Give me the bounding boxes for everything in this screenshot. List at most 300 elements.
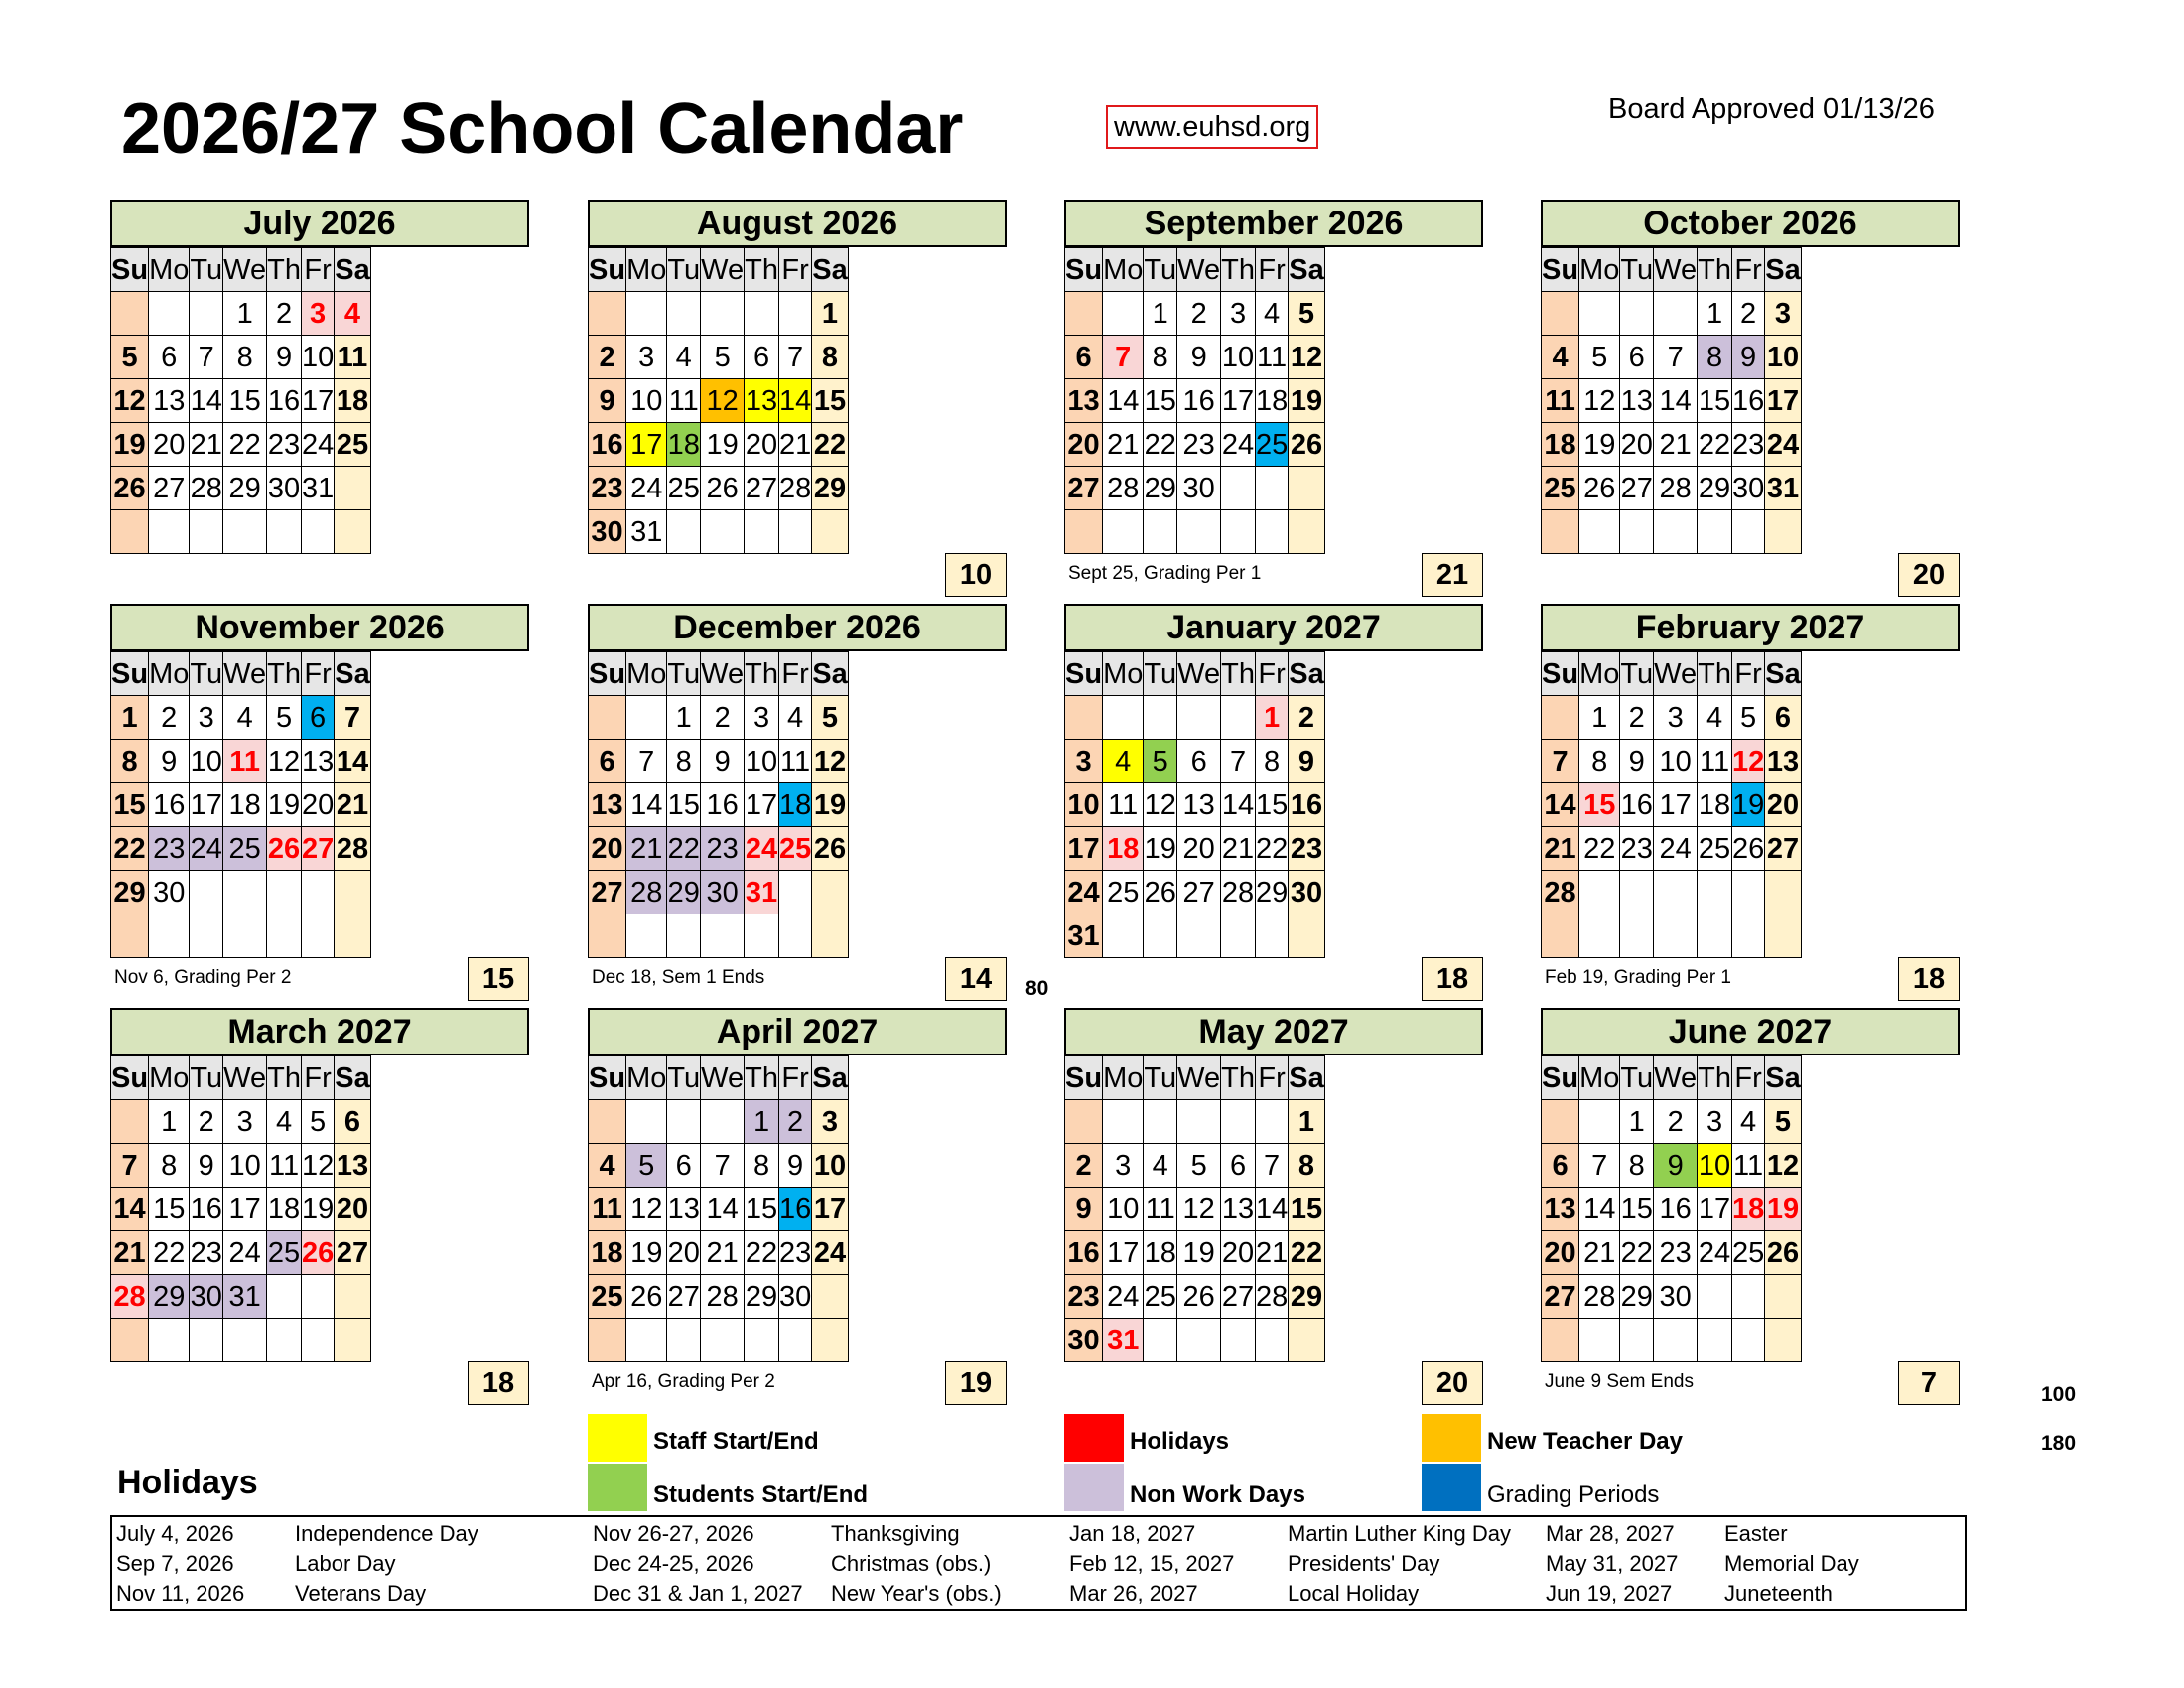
day-cell: 16 <box>1177 379 1221 423</box>
day-cell: 2 <box>1731 292 1764 336</box>
day-cell: 13 <box>335 1144 370 1188</box>
day-cell: 4 <box>335 292 370 336</box>
day-cell: 25 <box>1144 1275 1177 1319</box>
day-cell: 18 <box>1144 1231 1177 1275</box>
day-cell: 24 <box>223 1231 267 1275</box>
day-cell: 16 <box>589 423 626 467</box>
day-cell: 7 <box>190 336 223 379</box>
empty-cell <box>1144 1319 1177 1362</box>
legend-swatch-newteacher <box>1422 1414 1481 1462</box>
day-cell: 9 <box>778 1144 811 1188</box>
day-cell: 9 <box>1065 1188 1103 1231</box>
empty-cell <box>589 1100 626 1144</box>
empty-cell <box>1765 1319 1801 1362</box>
day-cell: 24 <box>1103 1275 1144 1319</box>
empty-cell <box>667 914 701 958</box>
empty-cell <box>667 510 701 554</box>
day-cell: 28 <box>1255 1275 1288 1319</box>
weekday-header: Fr <box>1731 248 1764 292</box>
day-cell: 31 <box>301 467 334 510</box>
empty-cell <box>1289 467 1324 510</box>
empty-cell <box>1765 871 1801 914</box>
day-cell: 11 <box>589 1188 626 1231</box>
day-cell: 26 <box>1144 871 1177 914</box>
empty-cell <box>1177 510 1221 554</box>
day-cell: 29 <box>223 467 267 510</box>
day-cell: 20 <box>149 423 190 467</box>
day-cell: 7 <box>778 336 811 379</box>
empty-cell <box>667 1319 701 1362</box>
empty-cell <box>149 1319 190 1362</box>
empty-cell <box>1698 914 1732 958</box>
day-cell: 29 <box>745 1275 779 1319</box>
weekday-header: Su <box>1542 652 1579 696</box>
holiday-name: Memorial Day <box>1724 1551 1859 1576</box>
day-cell: 20 <box>1221 1231 1256 1275</box>
day-cell: 28 <box>111 1275 149 1319</box>
day-cell: 18 <box>1698 783 1732 827</box>
day-cell: 5 <box>1289 292 1324 336</box>
day-cell: 6 <box>1542 1144 1579 1188</box>
day-cell: 8 <box>1579 740 1620 783</box>
month-footer <box>1064 553 1483 597</box>
day-cell: 19 <box>1731 783 1764 827</box>
weekday-header: Sa <box>1289 652 1324 696</box>
empty-cell <box>1731 1319 1764 1362</box>
weekday-header: Tu <box>667 248 701 292</box>
day-cell: 30 <box>778 1275 811 1319</box>
empty-cell <box>301 914 334 958</box>
day-cell: 19 <box>267 783 302 827</box>
month-note: Feb 19, Grading Per 1 <box>1545 967 1731 988</box>
empty-cell <box>1289 510 1324 554</box>
day-cell: 23 <box>149 827 190 871</box>
legend-label-holidays: Holidays <box>1130 1428 1230 1455</box>
holidays-heading: Holidays <box>117 1464 258 1501</box>
empty-cell <box>1620 1319 1654 1362</box>
day-cell: 10 <box>301 336 334 379</box>
day-cell: 2 <box>1654 1100 1698 1144</box>
weekday-header: Mo <box>626 1056 667 1100</box>
day-cell: 21 <box>1103 423 1144 467</box>
day-cell: 21 <box>190 423 223 467</box>
month-note: June 9 Sem Ends <box>1545 1371 1694 1392</box>
day-cell: 17 <box>1103 1231 1144 1275</box>
weekday-header: Tu <box>1144 248 1177 292</box>
day-cell: 1 <box>1289 1100 1324 1144</box>
page-title: 2026/27 School Calendar <box>121 89 964 169</box>
day-cell: 9 <box>1177 336 1221 379</box>
day-cell: 26 <box>1579 467 1620 510</box>
empty-cell <box>1731 1275 1764 1319</box>
day-cell: 17 <box>745 783 779 827</box>
empty-cell <box>1065 510 1103 554</box>
empty-cell <box>223 914 267 958</box>
empty-cell <box>267 914 302 958</box>
empty-cell <box>1144 696 1177 740</box>
holiday-name: Labor Day <box>295 1551 396 1576</box>
month-title: April 2027 <box>588 1008 1007 1055</box>
day-cell: 28 <box>1221 871 1256 914</box>
weekday-header: Th <box>745 652 779 696</box>
day-cell: 20 <box>745 423 779 467</box>
day-cell: 5 <box>1177 1144 1221 1188</box>
day-cell: 7 <box>1255 1144 1288 1188</box>
month-title: August 2026 <box>588 200 1007 247</box>
weekday-header: We <box>223 248 267 292</box>
day-cell: 1 <box>1698 292 1732 336</box>
month-footer <box>1541 1361 1960 1405</box>
day-cell: 9 <box>267 336 302 379</box>
day-cell: 20 <box>1065 423 1103 467</box>
empty-cell <box>1654 510 1698 554</box>
day-cell: 14 <box>1221 783 1256 827</box>
holiday-date: Dec 31 & Jan 1, 2027 <box>593 1581 803 1606</box>
month-days-table <box>110 1055 371 1362</box>
day-cell: 10 <box>1654 740 1698 783</box>
day-cell: 10 <box>1698 1144 1732 1188</box>
empty-cell <box>1255 1319 1288 1362</box>
day-cell: 9 <box>1731 336 1764 379</box>
day-cell: 25 <box>778 827 811 871</box>
holiday-name: Presidents' Day <box>1288 1551 1440 1576</box>
day-cell: 11 <box>1542 379 1579 423</box>
day-cell: 11 <box>1698 740 1732 783</box>
day-cell: 19 <box>701 423 745 467</box>
empty-cell <box>667 292 701 336</box>
day-cell: 4 <box>1731 1100 1764 1144</box>
day-cell: 22 <box>223 423 267 467</box>
day-cell: 5 <box>812 696 848 740</box>
empty-cell <box>223 871 267 914</box>
day-cell: 29 <box>149 1275 190 1319</box>
empty-cell <box>335 510 370 554</box>
day-cell: 6 <box>1177 740 1221 783</box>
school-days-count: 7 <box>1898 1361 1960 1405</box>
month-title: July 2026 <box>110 200 529 247</box>
day-cell: 27 <box>1765 827 1801 871</box>
semester2-total: 100 <box>2041 1383 2077 1406</box>
day-cell: 14 <box>335 740 370 783</box>
school-days-count: 20 <box>1898 553 1960 597</box>
legend-label-nonwork: Non Work Days <box>1130 1481 1305 1508</box>
day-cell: 22 <box>149 1231 190 1275</box>
weekday-header: Fr <box>778 1056 811 1100</box>
day-cell: 24 <box>1654 827 1698 871</box>
day-cell: 16 <box>1065 1231 1103 1275</box>
month-footer <box>1064 957 1483 1001</box>
empty-cell <box>1542 510 1579 554</box>
empty-cell <box>1654 1319 1698 1362</box>
day-cell: 18 <box>223 783 267 827</box>
empty-cell <box>1289 914 1324 958</box>
empty-cell <box>1221 1319 1256 1362</box>
day-cell: 27 <box>1542 1275 1579 1319</box>
day-cell: 12 <box>1144 783 1177 827</box>
month-note: Sept 25, Grading Per 1 <box>1068 563 1262 584</box>
weekday-header: Mo <box>626 248 667 292</box>
day-cell: 3 <box>626 336 667 379</box>
holiday-date: Dec 24-25, 2026 <box>593 1551 754 1576</box>
empty-cell <box>149 914 190 958</box>
day-cell: 21 <box>626 827 667 871</box>
weekday-header: We <box>1177 1056 1221 1100</box>
day-cell: 13 <box>149 379 190 423</box>
day-cell: 23 <box>1177 423 1221 467</box>
empty-cell <box>111 292 149 336</box>
day-cell: 12 <box>1289 336 1324 379</box>
weekday-header: Su <box>589 1056 626 1100</box>
day-cell: 22 <box>1289 1231 1324 1275</box>
empty-cell <box>1698 1319 1732 1362</box>
day-cell: 22 <box>667 827 701 871</box>
weekday-header: Fr <box>778 248 811 292</box>
day-cell: 29 <box>111 871 149 914</box>
day-cell: 6 <box>1221 1144 1256 1188</box>
month-footer <box>588 553 1007 597</box>
school-days-count: 14 <box>945 957 1007 1001</box>
empty-cell <box>1654 871 1698 914</box>
legend-swatch-staff <box>588 1414 647 1462</box>
day-cell: 10 <box>1103 1188 1144 1231</box>
day-cell: 21 <box>111 1231 149 1275</box>
day-cell: 29 <box>1255 871 1288 914</box>
day-cell: 30 <box>190 1275 223 1319</box>
weekday-header: Mo <box>1103 652 1144 696</box>
day-cell: 1 <box>149 1100 190 1144</box>
day-cell: 1 <box>223 292 267 336</box>
day-cell: 20 <box>1765 783 1801 827</box>
empty-cell <box>1177 696 1221 740</box>
day-cell: 18 <box>778 783 811 827</box>
empty-cell <box>745 1319 779 1362</box>
month-footer <box>110 957 529 1001</box>
day-cell: 19 <box>1579 423 1620 467</box>
month-title: November 2026 <box>110 604 529 651</box>
weekday-header: Tu <box>1144 652 1177 696</box>
month-days-table <box>110 651 371 958</box>
day-cell: 23 <box>1654 1231 1698 1275</box>
day-cell: 10 <box>745 740 779 783</box>
weekday-header: Sa <box>812 1056 848 1100</box>
day-cell: 29 <box>1698 467 1732 510</box>
month-title: June 2027 <box>1541 1008 1960 1055</box>
day-cell: 31 <box>626 510 667 554</box>
empty-cell <box>589 914 626 958</box>
empty-cell <box>778 292 811 336</box>
day-cell: 30 <box>1731 467 1764 510</box>
day-cell: 7 <box>1103 336 1144 379</box>
day-cell: 30 <box>589 510 626 554</box>
weekday-header: Su <box>1542 1056 1579 1100</box>
empty-cell <box>1255 914 1288 958</box>
day-cell: 7 <box>1654 336 1698 379</box>
day-cell: 19 <box>1144 827 1177 871</box>
empty-cell <box>812 914 848 958</box>
day-cell: 28 <box>1654 467 1698 510</box>
day-cell: 30 <box>701 871 745 914</box>
school-days-count: 20 <box>1422 1361 1483 1405</box>
day-cell: 7 <box>1542 740 1579 783</box>
empty-cell <box>1255 1100 1288 1144</box>
day-cell: 17 <box>1698 1188 1732 1231</box>
website-link[interactable]: www.euhsd.org <box>1106 105 1318 149</box>
day-cell: 9 <box>149 740 190 783</box>
day-cell: 8 <box>1255 740 1288 783</box>
day-cell: 13 <box>1177 783 1221 827</box>
day-cell: 13 <box>1542 1188 1579 1231</box>
day-cell: 18 <box>267 1188 302 1231</box>
weekday-header: Sa <box>335 652 370 696</box>
legend-label-students: Students Start/End <box>653 1481 869 1508</box>
day-cell: 12 <box>267 740 302 783</box>
empty-cell <box>1654 292 1698 336</box>
weekday-header: Th <box>1221 1056 1256 1100</box>
legend-swatch-nonwork <box>1064 1464 1124 1511</box>
day-cell: 17 <box>1221 379 1256 423</box>
day-cell: 6 <box>745 336 779 379</box>
weekday-header: We <box>701 248 745 292</box>
empty-cell <box>335 914 370 958</box>
empty-cell <box>667 1100 701 1144</box>
day-cell: 15 <box>1620 1188 1654 1231</box>
month-title: December 2026 <box>588 604 1007 651</box>
day-cell: 27 <box>1620 467 1654 510</box>
day-cell: 30 <box>1654 1275 1698 1319</box>
month-note: Dec 18, Sem 1 Ends <box>592 967 765 988</box>
month-footer <box>1541 957 1960 1001</box>
day-cell: 26 <box>1177 1275 1221 1319</box>
holiday-name: Veterans Day <box>295 1581 427 1606</box>
day-cell: 1 <box>1144 292 1177 336</box>
empty-cell <box>1103 1100 1144 1144</box>
day-cell: 9 <box>1654 1144 1698 1188</box>
day-cell: 26 <box>626 1275 667 1319</box>
day-cell: 23 <box>1289 827 1324 871</box>
day-cell: 22 <box>1255 827 1288 871</box>
day-cell: 2 <box>149 696 190 740</box>
day-cell: 29 <box>667 871 701 914</box>
day-cell: 15 <box>745 1188 779 1231</box>
day-cell: 27 <box>667 1275 701 1319</box>
weekday-header: Mo <box>1579 248 1620 292</box>
day-cell: 14 <box>778 379 811 423</box>
day-cell: 9 <box>1289 740 1324 783</box>
day-cell: 28 <box>190 467 223 510</box>
empty-cell <box>267 1275 302 1319</box>
weekday-header: Fr <box>1731 1056 1764 1100</box>
day-cell: 3 <box>1654 696 1698 740</box>
day-cell: 2 <box>589 336 626 379</box>
day-cell: 8 <box>667 740 701 783</box>
empty-cell <box>778 510 811 554</box>
day-cell: 21 <box>778 423 811 467</box>
day-cell: 15 <box>1579 783 1620 827</box>
weekday-header: Fr <box>301 248 334 292</box>
empty-cell <box>1542 696 1579 740</box>
empty-cell <box>701 1319 745 1362</box>
day-cell: 19 <box>1177 1231 1221 1275</box>
day-cell: 11 <box>1255 336 1288 379</box>
holiday-date: Mar 28, 2027 <box>1546 1521 1675 1546</box>
day-cell: 2 <box>190 1100 223 1144</box>
day-cell: 30 <box>1065 1319 1103 1362</box>
holiday-date: July 4, 2026 <box>116 1521 234 1546</box>
day-cell: 9 <box>1620 740 1654 783</box>
day-cell: 24 <box>745 827 779 871</box>
weekday-header: Th <box>745 248 779 292</box>
legend-label-newteacher: New Teacher Day <box>1487 1428 1683 1455</box>
day-cell: 11 <box>335 336 370 379</box>
day-cell: 2 <box>701 696 745 740</box>
day-cell: 12 <box>626 1188 667 1231</box>
empty-cell <box>1698 871 1732 914</box>
holiday-name: Local Holiday <box>1288 1581 1420 1606</box>
holiday-name: Martin Luther King Day <box>1288 1521 1511 1546</box>
day-cell: 25 <box>1698 827 1732 871</box>
day-cell: 7 <box>111 1144 149 1188</box>
empty-cell <box>701 292 745 336</box>
empty-cell <box>1289 1319 1324 1362</box>
weekday-header: We <box>1654 652 1698 696</box>
empty-cell <box>1144 914 1177 958</box>
month-note: Nov 6, Grading Per 2 <box>114 967 292 988</box>
month-days-table <box>1541 651 1802 958</box>
weekday-header: Fr <box>1255 248 1288 292</box>
day-cell: 26 <box>1731 827 1764 871</box>
day-cell: 1 <box>1255 696 1288 740</box>
empty-cell <box>1620 292 1654 336</box>
day-cell: 12 <box>1731 740 1764 783</box>
holiday-date: Nov 26-27, 2026 <box>593 1521 754 1546</box>
empty-cell <box>1103 510 1144 554</box>
legend-swatch-holidays <box>1064 1414 1124 1462</box>
day-cell: 17 <box>1765 379 1801 423</box>
day-cell: 8 <box>1144 336 1177 379</box>
empty-cell <box>335 1275 370 1319</box>
day-cell: 28 <box>701 1275 745 1319</box>
weekday-header: Mo <box>1579 652 1620 696</box>
holiday-date: Jun 19, 2027 <box>1546 1581 1673 1606</box>
day-cell: 23 <box>267 423 302 467</box>
day-cell: 26 <box>1765 1231 1801 1275</box>
empty-cell <box>1221 1100 1256 1144</box>
empty-cell <box>267 510 302 554</box>
month-title: October 2026 <box>1541 200 1960 247</box>
day-cell: 1 <box>667 696 701 740</box>
weekday-header: Th <box>1698 1056 1732 1100</box>
holiday-name: New Year's (obs.) <box>831 1581 1002 1606</box>
day-cell: 6 <box>335 1100 370 1144</box>
day-cell: 25 <box>589 1275 626 1319</box>
day-cell: 26 <box>701 467 745 510</box>
day-cell: 5 <box>1731 696 1764 740</box>
day-cell: 27 <box>1221 1275 1256 1319</box>
day-cell: 4 <box>778 696 811 740</box>
day-cell: 24 <box>1221 423 1256 467</box>
day-cell: 19 <box>812 783 848 827</box>
day-cell: 5 <box>1579 336 1620 379</box>
day-cell: 11 <box>1144 1188 1177 1231</box>
day-cell: 22 <box>1579 827 1620 871</box>
day-cell: 12 <box>301 1144 334 1188</box>
day-cell: 30 <box>1177 467 1221 510</box>
day-cell: 16 <box>1289 783 1324 827</box>
day-cell: 12 <box>1177 1188 1221 1231</box>
day-cell: 25 <box>667 467 701 510</box>
weekday-header: Tu <box>1620 1056 1654 1100</box>
empty-cell <box>1177 1319 1221 1362</box>
